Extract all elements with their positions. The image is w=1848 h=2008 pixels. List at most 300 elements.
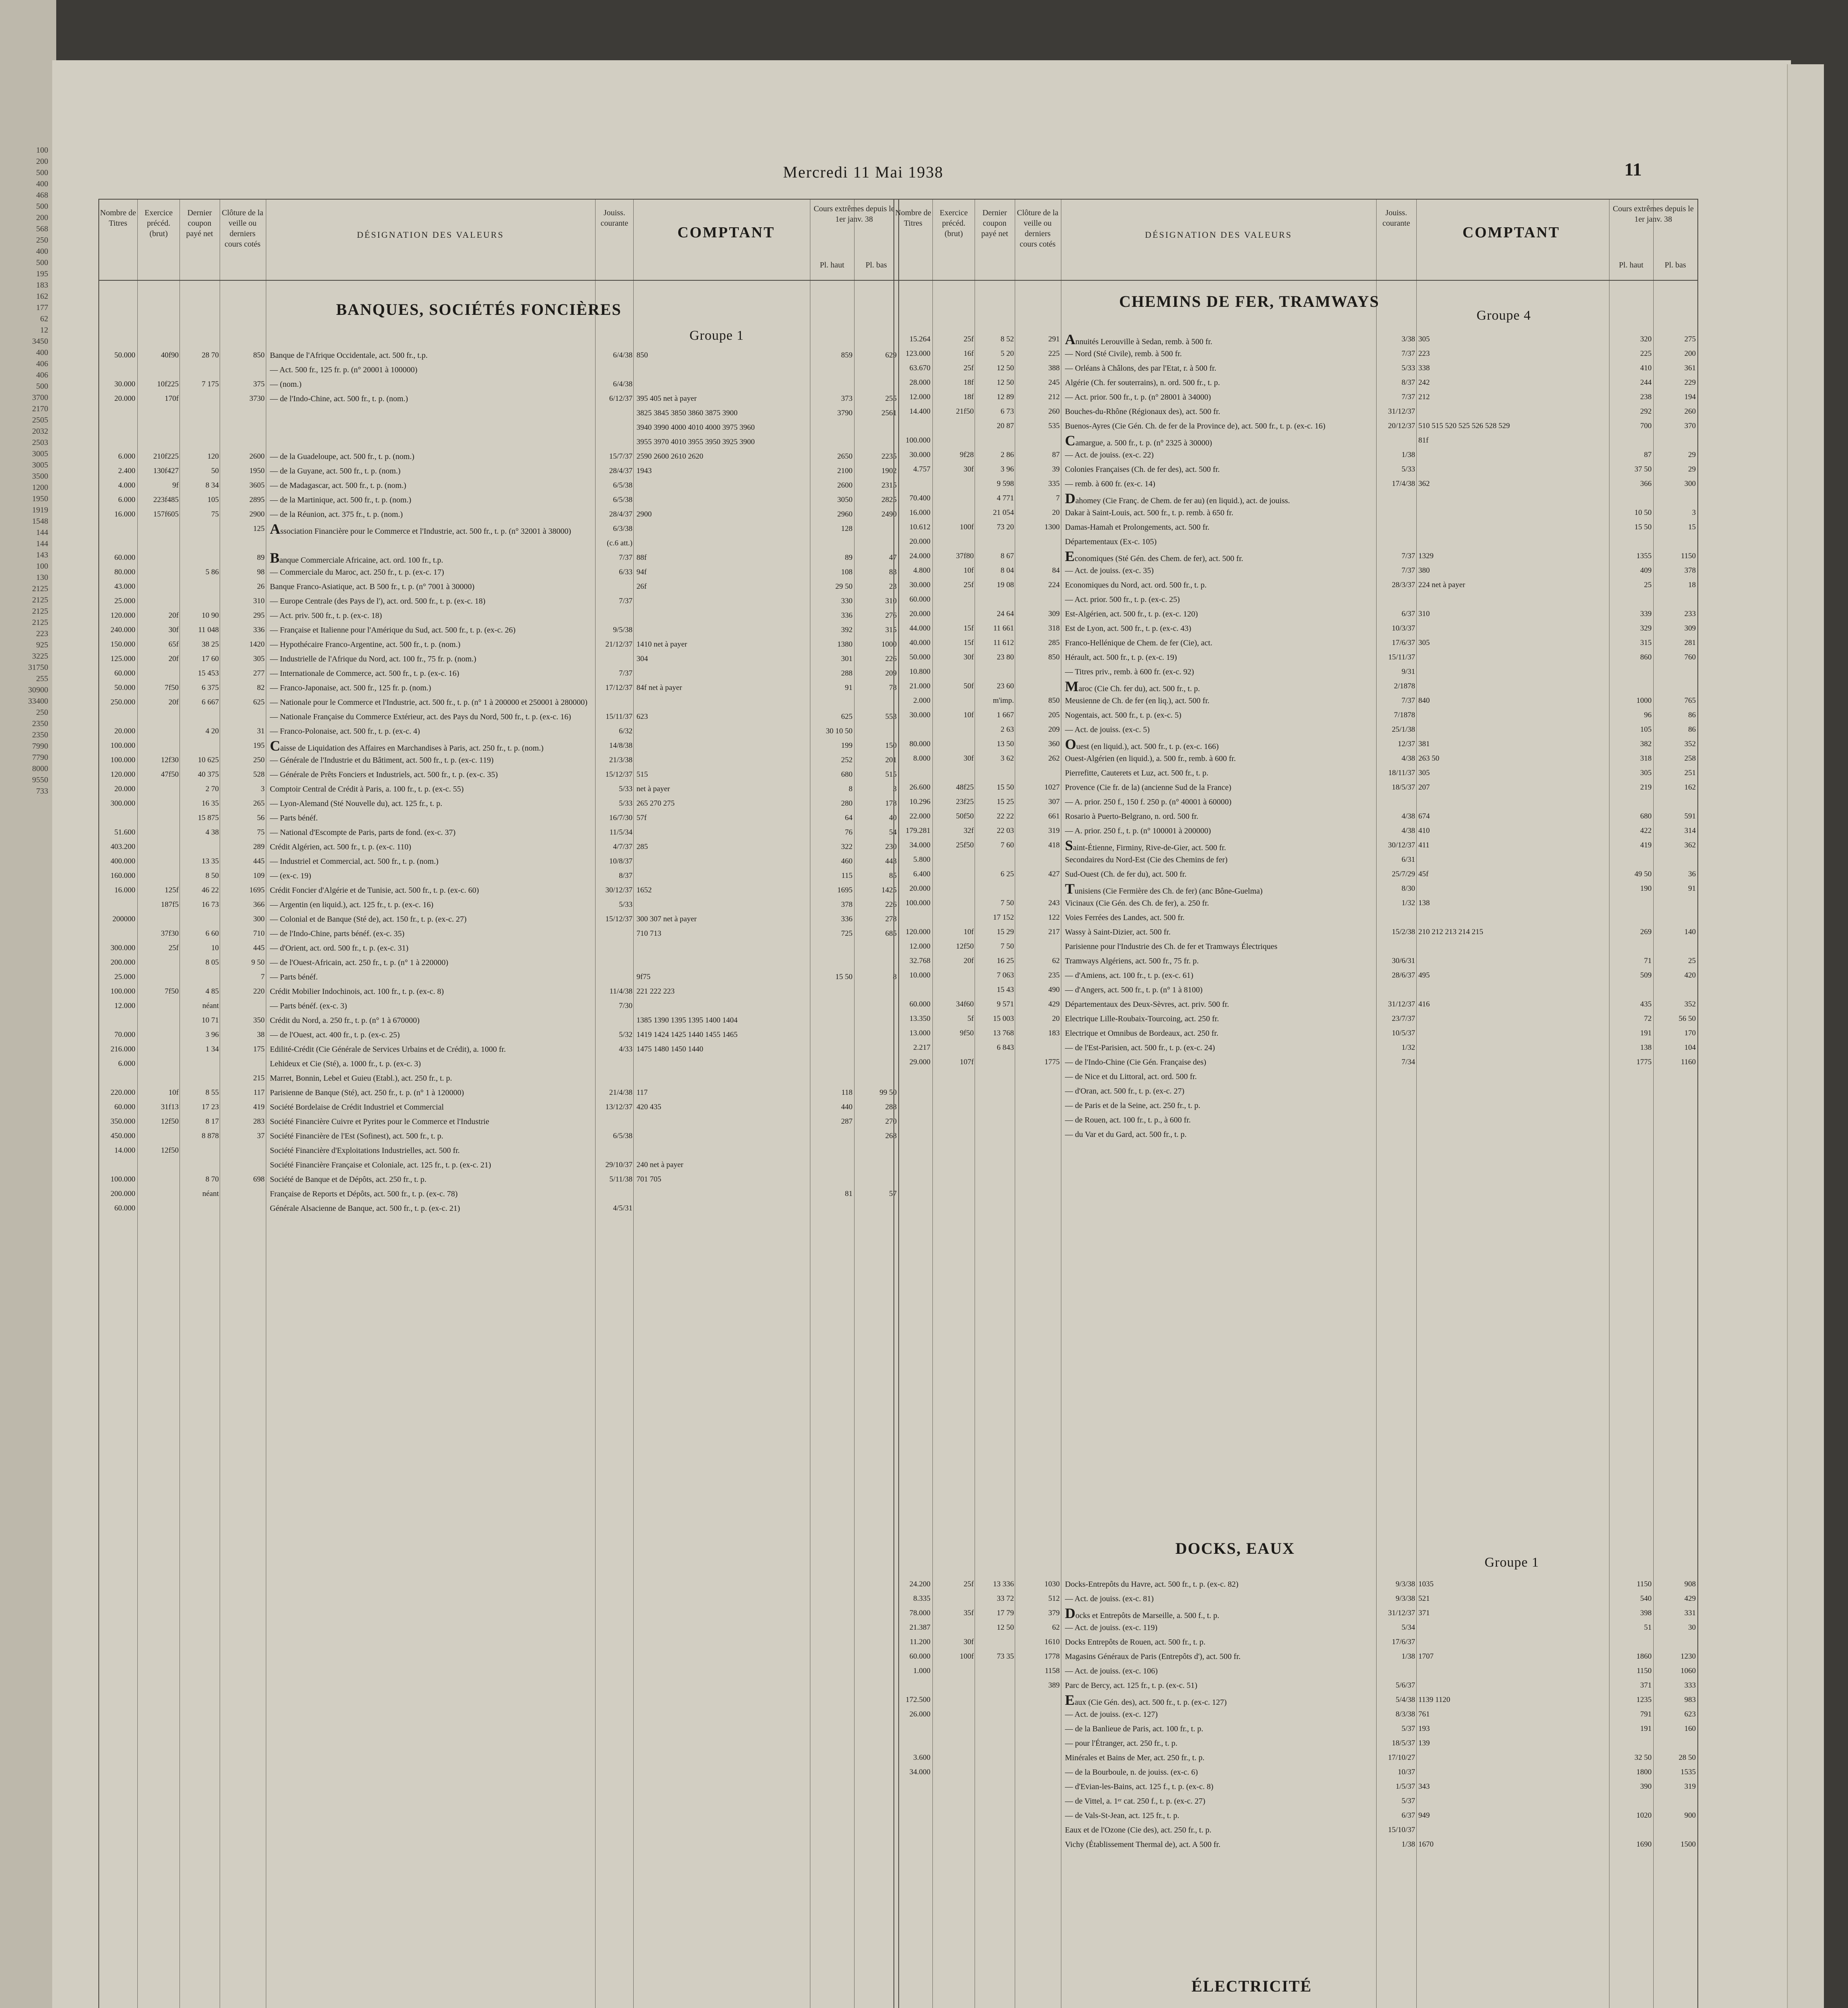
cell-n: 20.000 <box>909 884 930 893</box>
cell-l: 1775 <box>1044 1058 1060 1066</box>
cell-j: 18/5/37 <box>1391 1739 1415 1747</box>
cell-j: (c.6 att.) <box>607 539 632 547</box>
cell-e: 30f <box>168 626 179 634</box>
cell-b: 1150 <box>1681 552 1696 560</box>
cell-j: 15/7/37 <box>609 452 632 461</box>
cell-d: Vichy (Établissement Thermal de), act. A 500 fr. <box>1065 1840 1221 1849</box>
strip-value: 144 <box>36 539 48 548</box>
cell-n: 403.200 <box>110 843 135 851</box>
col-extremes: Cours extrêmes depuis le 1er janv. 38 <box>814 204 895 224</box>
cell-j: 15/12/37 <box>605 770 632 779</box>
cell-j: 7/37 <box>1401 393 1415 401</box>
table-row <box>894 1577 1697 1592</box>
cell-d: Bouches-du-Rhône (Régionaux des), act. 500 fr. <box>1065 407 1220 416</box>
cell-d: Tramways Algériens, act. 500 fr., 75 fr. p. <box>1065 957 1199 965</box>
cell-j: 15/11/37 <box>1388 653 1415 661</box>
cell-n: 6.000 <box>118 496 135 504</box>
cell-b: 319 <box>1684 1782 1696 1791</box>
table-row <box>894 563 1697 578</box>
cell-d: — Act. prior. 500 fr., t. p. (n° 28001 à 34000) <box>1065 393 1211 402</box>
cell-j: 11/5/34 <box>609 828 632 837</box>
cell-j: 5/33 <box>1401 364 1415 372</box>
cell-d: Banque de l'Afrique Occidentale, act. 500 fr., t.p. <box>270 351 428 360</box>
cell-l: 7 <box>261 973 265 981</box>
cell-e: 25f <box>963 1580 974 1588</box>
cell-j: 25/7/29 <box>1391 870 1415 878</box>
col-nombre: Nombre de Titres <box>100 208 136 228</box>
cell-c: 19 08 <box>997 581 1014 589</box>
cell-e: 12f50 <box>956 942 974 951</box>
designation-text: unisiens (Cie Fermière des Ch. de fer) (anc Bône-Guelma) <box>1075 887 1263 896</box>
cell-d: — Hypothécaire Franco-Argentine, act. 500 fr., t. p. (nom.) <box>270 640 461 649</box>
cell-j: 31/12/37 <box>1388 1000 1415 1008</box>
designation-text: aux (Cie Gén. des), act. 500 fr., t. p. (ex-c. 127) <box>1075 1698 1227 1707</box>
cell-c: 2 86 <box>1000 451 1014 459</box>
table-row <box>99 739 898 753</box>
table-row <box>894 1620 1697 1635</box>
cell-n: 25.000 <box>114 973 135 981</box>
cell-h: 225 <box>1640 349 1652 358</box>
cell-d <box>1065 737 1374 751</box>
cell-j: 25/1/38 <box>1391 725 1415 734</box>
cell-c: 5 86 <box>205 568 219 576</box>
cell-b: 99 50 <box>879 1088 897 1097</box>
cell-d: — du Var et du Gard, act. 500 fr., t. p. <box>1065 1130 1187 1139</box>
cell-j: 7/30 <box>619 1002 632 1010</box>
cell-e: 5f <box>967 1014 974 1023</box>
cell-b: 2235 <box>881 452 897 461</box>
table-row <box>894 1808 1697 1823</box>
cell-h: 238 <box>1640 393 1652 401</box>
cell-h: 51 <box>1644 1623 1652 1632</box>
strip-value: 162 <box>36 292 48 301</box>
cell-b: 54 <box>889 828 897 837</box>
col-pl-haut: Pl. haut <box>820 261 844 269</box>
cell-l: 318 <box>1048 624 1060 633</box>
cell-n: 400.000 <box>110 857 135 865</box>
cell-d: — de Vals-St-Jean, act. 125 fr., t. p. <box>1065 1811 1179 1820</box>
cell-d: Société Financière d'Exploitations Industrielles, act. 500 fr. <box>270 1146 460 1155</box>
table-row <box>894 477 1697 491</box>
cell-l: 289 <box>253 843 265 851</box>
cell-h: 2650 <box>837 452 853 461</box>
table-row <box>894 795 1697 809</box>
cell-b: 268 <box>885 1132 897 1140</box>
cell-c: 38 25 <box>202 640 219 649</box>
cell-p: 212 <box>1418 393 1430 401</box>
cell-d: — National d'Escompte de Paris, parts de fond. (ex-c. 37) <box>270 828 456 837</box>
drop-capital: B <box>270 551 280 565</box>
cell-l: 37 <box>257 1132 265 1140</box>
cell-l: 84 <box>1052 566 1060 575</box>
strip-value: 250 <box>36 236 48 245</box>
cell-l: 2600 <box>249 452 265 461</box>
cell-b: 983 <box>1684 1696 1696 1704</box>
cell-j: 30/6/31 <box>1391 957 1415 965</box>
cell-e: 125f <box>165 886 179 894</box>
table-row <box>894 1026 1697 1041</box>
cell-e: 100f <box>960 1652 974 1661</box>
cell-c: 13 50 <box>997 740 1014 748</box>
cell-d <box>270 739 593 753</box>
cell-h: 25 <box>1644 581 1652 589</box>
strip-value: 177 <box>36 303 48 312</box>
cell-p: 1475 1480 1450 1440 <box>636 1045 704 1053</box>
cell-h: 680 <box>1640 812 1652 820</box>
cell-l: 445 <box>253 944 265 952</box>
strip-value: 62 <box>40 314 48 323</box>
table-row <box>99 1114 898 1129</box>
cell-e: 37f30 <box>161 929 179 938</box>
cell-p: 674 <box>1418 812 1430 820</box>
cell-b: 1160 <box>1681 1058 1696 1066</box>
cell-j: 5/34 <box>1401 1623 1415 1632</box>
cell-j: 29/10/37 <box>605 1161 632 1169</box>
cell-h: 419 <box>1640 841 1652 849</box>
cell-l: 512 <box>1048 1594 1060 1603</box>
cell-l: 209 <box>1048 725 1060 734</box>
cell-d: Parc de Bercy, act. 125 fr., t. p. (ex-c. 51) <box>1065 1681 1197 1690</box>
cell-c: 15 25 <box>997 798 1014 806</box>
cell-h: 64 <box>845 814 853 822</box>
cell-j: 6/5/38 <box>613 1132 632 1140</box>
cell-j: 7/37 <box>1401 552 1415 560</box>
cell-c: 8 55 <box>205 1088 219 1097</box>
cell-n: 11.200 <box>910 1638 930 1646</box>
cell-l: 7 <box>1056 494 1060 502</box>
cell-p: 285 <box>636 843 648 851</box>
table-row <box>894 983 1697 997</box>
cell-p: 840 <box>1418 696 1430 705</box>
table-row <box>99 637 898 652</box>
table-row <box>894 1041 1697 1055</box>
cell-e: 34f60 <box>956 1000 974 1008</box>
table-row <box>894 448 1697 462</box>
cell-e: 187f5 <box>161 900 179 909</box>
cell-d <box>270 551 593 565</box>
cell-d: Lehideux et Cie (Sté), a. 1000 fr., t. p. (ex-c. 3) <box>270 1059 421 1068</box>
table-row <box>99 796 898 811</box>
table-row <box>894 332 1697 347</box>
cell-p: 224 net à payer <box>1418 581 1465 589</box>
cell-h: 336 <box>841 915 853 923</box>
designation-text: aroc (Cie Ch. fer du), act. 500 fr., t. p. <box>1078 684 1200 693</box>
cell-b: 333 <box>1684 1681 1696 1690</box>
cell-b: 314 <box>1684 826 1696 835</box>
cell-b: 86 <box>1688 711 1696 719</box>
cell-c: 13 336 <box>993 1580 1014 1588</box>
cell-d: Ouest-Algérien (en liquid.), a. 500 fr., remb. à 600 fr. <box>1065 754 1236 763</box>
cell-e: 18f <box>963 393 974 401</box>
cell-b: 29 <box>1688 465 1696 473</box>
cell-l: 122 <box>1048 913 1060 922</box>
cell-j: 10/3/37 <box>1391 624 1415 633</box>
cell-n: 300.000 <box>110 944 135 952</box>
cell-n: 100.000 <box>110 987 135 996</box>
cell-l: 62 <box>1052 957 1060 965</box>
designation-text: ocks et Entrepôts de Marseille, a. 500 f., t. p. <box>1075 1611 1220 1620</box>
cell-l: 3605 <box>249 481 265 490</box>
cell-b: 310 <box>885 597 897 605</box>
cell-l: 195 <box>253 741 265 750</box>
cell-p: 94f <box>636 568 647 576</box>
strip-value: 2350 <box>32 731 48 739</box>
cell-b: 18 <box>1688 581 1696 589</box>
cell-n: 125.000 <box>110 655 135 663</box>
cell-l: 20 <box>1052 1014 1060 1023</box>
table-row <box>99 551 898 565</box>
cell-n: 10.296 <box>909 798 930 806</box>
cell-b: 104 <box>1684 1043 1696 1052</box>
cell-j: 8/37 <box>619 871 632 880</box>
cell-c: 1 34 <box>205 1045 219 1053</box>
cell-h: 96 <box>1644 711 1652 719</box>
cell-d: Algérie (Ch. fer souterrains), n. ord. 500 fr., t. p. <box>1065 378 1220 387</box>
cell-d: Est-Algérien, act. 500 fr., t. p. (ex-c. 120) <box>1065 610 1198 618</box>
cell-j: 18/5/37 <box>1391 783 1415 792</box>
cell-n: 43.000 <box>114 582 135 591</box>
cell-n: 30.000 <box>909 581 930 589</box>
cell-j: 17/6/37 <box>1391 639 1415 647</box>
table-row <box>894 1113 1697 1127</box>
cell-h: 329 <box>1640 624 1652 633</box>
cell-n: 14.400 <box>909 407 930 416</box>
table-row <box>99 435 898 449</box>
cell-p: 362 <box>1418 480 1430 488</box>
cell-l: 429 <box>1048 1000 1060 1008</box>
cell-n: 10.612 <box>909 523 930 531</box>
cell-n: 300.000 <box>110 799 135 808</box>
cell-j: 6/5/38 <box>613 496 632 504</box>
cell-l: 1610 <box>1044 1638 1060 1646</box>
cell-b: 1425 <box>881 886 897 894</box>
cell-n: 13.350 <box>909 1014 930 1023</box>
table-row <box>99 1201 898 1216</box>
cell-h: 330 <box>841 597 853 605</box>
table-row <box>99 1172 898 1187</box>
table-row <box>894 751 1697 766</box>
cell-h: 860 <box>1640 653 1652 661</box>
cell-p: 1035 <box>1418 1580 1434 1588</box>
table-row <box>894 809 1697 824</box>
cell-c: 7 175 <box>202 380 219 388</box>
table-row <box>894 1707 1697 1722</box>
table-row <box>99 1028 898 1042</box>
cell-l: 62 <box>1052 1623 1060 1632</box>
cell-h: 680 <box>841 770 853 779</box>
cell-c: 10 71 <box>202 1016 219 1024</box>
page-number: 11 <box>1624 159 1642 180</box>
cell-j: 28/4/37 <box>609 510 632 518</box>
cell-c: 21 054 <box>993 508 1014 517</box>
cell-d: Eaux et de l'Ozone (Cie des), act. 250 fr., t. p. <box>1065 1826 1212 1835</box>
table-row <box>894 694 1697 708</box>
cell-l: 1420 <box>249 640 265 649</box>
table-row <box>894 722 1697 737</box>
cell-c: 8 17 <box>205 1117 219 1126</box>
cell-b: 40 <box>889 814 897 822</box>
cell-j: 6/3/38 <box>613 524 632 533</box>
strip-value: 1950 <box>32 494 48 503</box>
cell-h: 8 <box>849 785 853 793</box>
cell-p: 521 <box>1418 1594 1430 1603</box>
cell-e: 100f <box>960 523 974 531</box>
cell-n: 63.670 <box>909 364 930 372</box>
cell-l: 217 <box>1048 928 1060 936</box>
table-row <box>894 997 1697 1012</box>
cell-d: Dakar à Saint-Louis, act. 500 fr., t. p. remb. à 650 fr. <box>1065 508 1234 517</box>
cell-n: 100.000 <box>110 1175 135 1184</box>
cell-l: 31 <box>257 727 265 735</box>
cell-l: 319 <box>1048 826 1060 835</box>
cell-j: 6/5/38 <box>613 481 632 490</box>
strip-value: 143 <box>36 551 48 559</box>
designation-text: aisse de Liquidation des Affaires en Marchandises à Paris, act. 250 fr., t. p. (nom.) <box>280 744 544 753</box>
cell-c: 5 20 <box>1000 349 1014 358</box>
cell-n: 34.000 <box>909 1768 930 1776</box>
strip-value: 30900 <box>28 686 48 694</box>
cell-b: 255 <box>885 394 897 403</box>
col-cloture-right: Clôture de la veille ou derniers cours cotés <box>1017 208 1059 249</box>
table-row <box>99 681 898 695</box>
cell-j: 5/11/38 <box>609 1175 632 1184</box>
cell-j: 11/4/38 <box>609 987 632 996</box>
cell-d: — (nom.) <box>270 380 302 389</box>
cell-c: 12 50 <box>997 378 1014 387</box>
page-date: Mercredi 11 Mai 1938 <box>783 163 944 181</box>
cell-j: 14/8/38 <box>609 741 632 750</box>
cell-n: 60.000 <box>114 669 135 677</box>
cell-d: — Parts bénéf. <box>270 814 318 822</box>
cell-b: 15 <box>1688 523 1696 531</box>
cell-h: 378 <box>841 900 853 909</box>
cell-h: 280 <box>841 799 853 808</box>
group-label-4: Groupe 4 <box>1477 308 1531 323</box>
table-row <box>99 478 898 493</box>
adjacent-page-numbers <box>0 145 48 797</box>
cell-c: 17 60 <box>202 655 219 663</box>
cell-d: Française de Reports et Dépôts, act. 500 fr., t. p. (ex-c. 78) <box>270 1190 458 1198</box>
cell-n: 70.400 <box>909 494 930 502</box>
cell-d: Pierrefitte, Cauterets et Luz, act. 500 fr., t. p. <box>1065 769 1209 777</box>
cell-c: 15 29 <box>997 928 1014 936</box>
cell-b: 8 <box>893 973 897 981</box>
cell-j: 30/12/37 <box>1388 841 1415 849</box>
cell-b: 30 <box>1688 1623 1696 1632</box>
cell-e: 20f <box>168 698 179 706</box>
cell-h: 71 <box>1644 957 1652 965</box>
cell-l: 183 <box>1048 1029 1060 1037</box>
cell-p: 1419 1424 1425 1440 1455 1465 <box>636 1031 738 1039</box>
cell-l: 38 <box>257 1031 265 1039</box>
cell-l: 285 <box>1048 639 1060 647</box>
cell-e: 18f <box>963 378 974 387</box>
cell-h: 422 <box>1640 826 1652 835</box>
designation-text: anque Commerciale Africaine, act. ord. 100 fr., t.p. <box>279 556 443 565</box>
cell-d <box>1065 679 1374 694</box>
cell-d: — Industrielle de l'Afrique du Nord, act. 100 fr., 75 fr. p. (nom.) <box>270 655 477 663</box>
cell-l: 379 <box>1048 1609 1060 1617</box>
cell-d: — de la Banlieue de Paris, act. 100 fr., t. p. <box>1065 1724 1203 1733</box>
cell-c: 6 667 <box>202 698 219 706</box>
table-row <box>99 840 898 854</box>
strip-value: 223 <box>36 629 48 638</box>
cell-c: 10 625 <box>198 756 219 764</box>
strip-value: 100 <box>36 562 48 571</box>
cell-b: 765 <box>1684 696 1696 705</box>
strip-value: 3225 <box>32 652 48 661</box>
cell-b: 288 <box>885 1103 897 1111</box>
cell-p: 138 <box>1418 899 1430 907</box>
strip-value: 733 <box>36 787 48 796</box>
cell-n: 30.000 <box>909 451 930 459</box>
cell-n: 172.500 <box>906 1696 930 1704</box>
table-row <box>99 695 898 710</box>
cell-n: 150.000 <box>110 640 135 649</box>
strip-value: 3450 <box>32 337 48 346</box>
cell-d: Docks Entrepôts de Rouen, act. 500 fr., t. p. <box>1065 1638 1205 1647</box>
cell-d: — d'Amiens, act. 100 fr., t. p. (ex-c. 61) <box>1065 971 1193 980</box>
cell-d: — de Nice et du Littoral, act. ord. 500 fr. <box>1065 1072 1197 1081</box>
cell-j: 6/12/37 <box>609 394 632 403</box>
designation-text: uest (en liquid.), act. 500 fr., t. p. (ex-c. 166) <box>1076 742 1219 751</box>
table-row <box>894 1678 1697 1693</box>
drop-capital: S <box>1065 838 1073 853</box>
cell-d: — Orléans à Châlons, des par l'Etat, r. à 500 fr. <box>1065 364 1216 373</box>
table-row <box>99 507 898 522</box>
strip-value: 7990 <box>32 742 48 751</box>
table-row <box>99 594 898 608</box>
table-row <box>894 766 1697 780</box>
cell-d: — Franco-Japonaise, act. 500 fr., 125 fr. p. (nom.) <box>270 684 431 692</box>
cell-e: 12f30 <box>161 756 179 764</box>
cell-n: 160.000 <box>110 871 135 880</box>
cell-j: 13/12/37 <box>605 1103 632 1111</box>
cell-l: 2900 <box>249 510 265 518</box>
cell-d: — Nationale Française du Commerce Extérieur, act. des Pays du Nord, 500 fr., t. p. (ex-c. 16) <box>270 712 571 721</box>
cell-c: 3 62 <box>1000 754 1014 763</box>
col-jouiss: Jouiss. courante <box>600 208 628 228</box>
cell-l: 291 <box>1048 335 1060 343</box>
cell-l: 225 <box>1048 349 1060 358</box>
cell-l: 39 <box>1052 465 1060 473</box>
cell-h: 72 <box>1644 1014 1652 1023</box>
cell-p: 381 <box>1418 740 1430 748</box>
table-row <box>99 811 898 825</box>
cell-b: 281 <box>1684 639 1696 647</box>
strip-value: 406 <box>36 359 48 368</box>
table-row <box>99 999 898 1013</box>
left-quote-table <box>98 199 899 2008</box>
cell-p: 949 <box>1418 1811 1430 1820</box>
cell-p: 1707 <box>1418 1652 1434 1661</box>
cell-d: — Act. de jouiss. (ex-c. 22) <box>1065 451 1154 459</box>
cell-d: — de la Martinique, act. 500 fr., t. p. (nom.) <box>270 496 412 504</box>
cell-h: 859 <box>841 351 853 359</box>
cell-d: — de la Guadeloupe, act. 500 fr., t. p. (nom.) <box>270 452 414 461</box>
cell-n: 34.000 <box>909 841 930 849</box>
cell-p: 57f <box>636 814 647 822</box>
strip-value: 2125 <box>32 596 48 604</box>
cell-n: 4.000 <box>118 481 135 490</box>
cell-b: 352 <box>1684 740 1696 748</box>
cell-j: 21/4/38 <box>609 1088 632 1097</box>
cell-b: 229 <box>1684 378 1696 387</box>
cell-h: 199 <box>841 741 853 750</box>
cell-b: 162 <box>1684 783 1696 792</box>
cell-h: 409 <box>1640 566 1652 575</box>
cell-h: 32 50 <box>1634 1753 1652 1762</box>
